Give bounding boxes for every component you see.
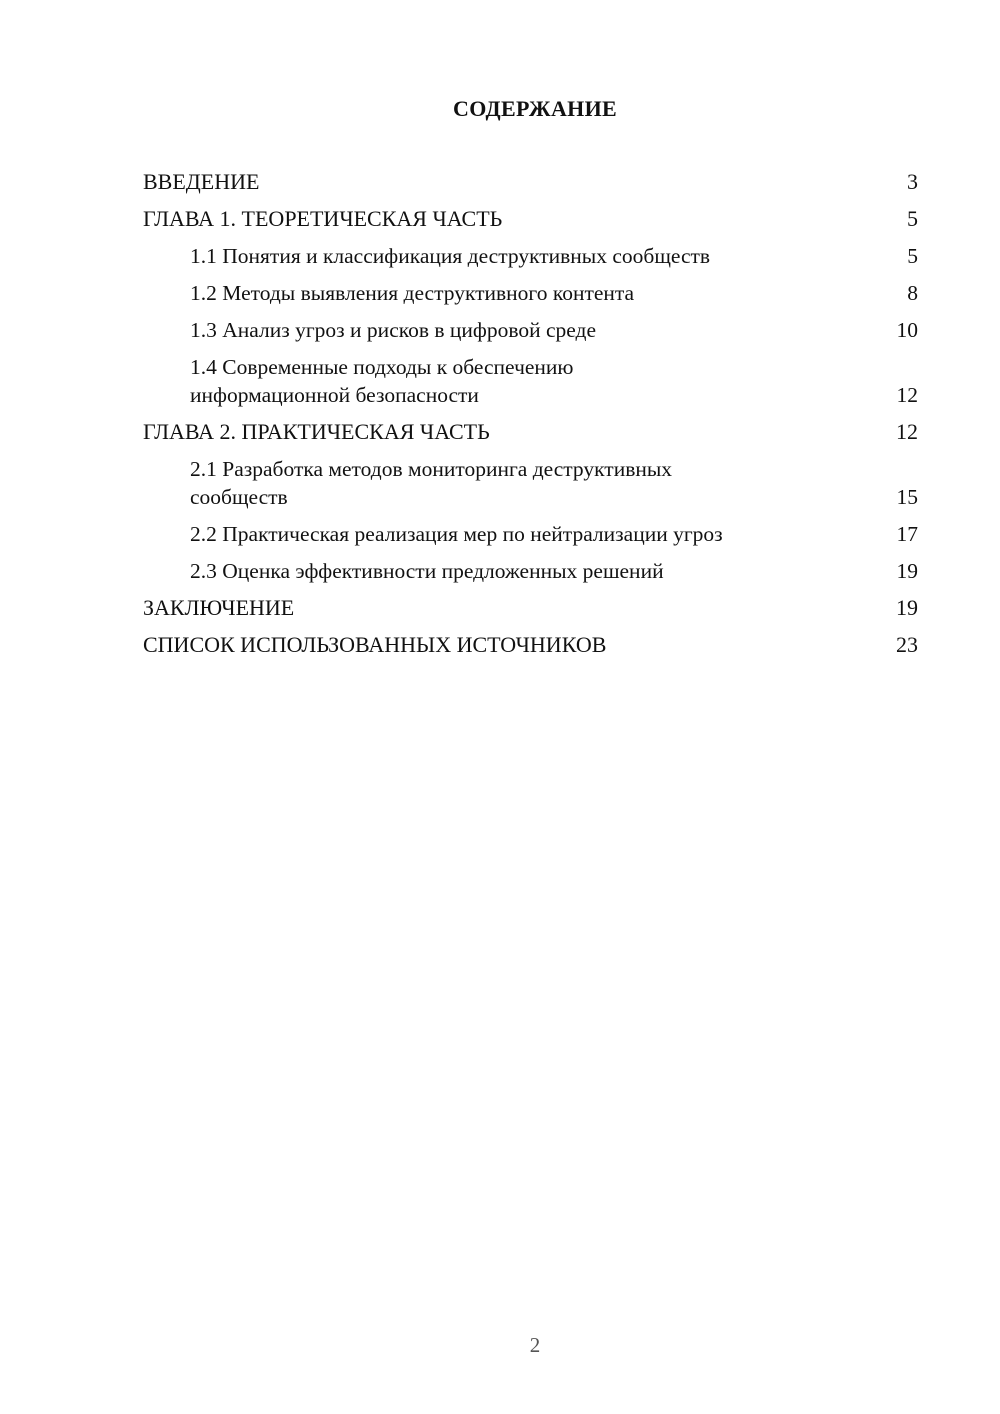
toc-entry-text: [143, 205, 918, 233]
toc-entry-section-2-2[interactable]: [143, 520, 918, 548]
toc-entry-text: [143, 631, 918, 659]
toc-entry-line: 2.1 Разработка методов мониторинга деструктивных: [190, 457, 673, 481]
toc-entry-line: 2.2 Практическая реализация мер по нейтрализации угроз: [190, 522, 723, 546]
toc-entry-line: ЗАКЛЮЧЕНИЕ: [143, 595, 295, 620]
toc-entry-section-1-3[interactable]: [143, 316, 918, 344]
toc-entry-page: 15: [896, 485, 918, 509]
toc-entry-line: ГЛАВА 2. ПРАКТИЧЕСКАЯ ЧАСТЬ: [143, 419, 490, 444]
toc-entry-text: [190, 279, 918, 307]
toc-entry-section-1-1[interactable]: [143, 242, 918, 270]
toc-entry-chapter-1[interactable]: [143, 205, 918, 233]
toc-entry-page: 8: [907, 281, 918, 305]
toc-entry-text: [190, 520, 918, 548]
toc-entry-text: [190, 242, 918, 270]
toc-entry-section-2-1[interactable]: [143, 455, 918, 511]
toc-entry-line: информационной безопасности: [190, 383, 479, 407]
toc-entry-page: 19: [896, 559, 918, 583]
toc-entry-page: 10: [896, 318, 918, 342]
toc-entry-conclusion[interactable]: [143, 594, 918, 622]
toc-entry-line: 2.3 Оценка эффективности предложенных решений: [190, 559, 664, 583]
toc-entry-line: 1.3 Анализ угроз и рисков в цифровой среде: [190, 318, 597, 342]
toc-entry-section-1-4[interactable]: [143, 353, 918, 409]
toc-entry-text: [190, 353, 918, 409]
toc-entry-section-2-3[interactable]: [143, 557, 918, 585]
toc-entry-text: [190, 455, 918, 511]
toc-entry-line: СПИСОК ИСПОЛЬЗОВАННЫХ ИСТОЧНИКОВ: [143, 632, 607, 657]
toc-entry-references[interactable]: [143, 631, 918, 659]
toc-entry-line: 1.4 Современные подходы к обеспечению: [190, 355, 574, 379]
toc-entry-line: ГЛАВА 1. ТЕОРЕТИЧЕСКАЯ ЧАСТЬ: [143, 206, 503, 231]
toc-entry-line: 1.2 Методы выявления деструктивного контента: [190, 281, 635, 305]
toc-entry-chapter-2[interactable]: [143, 418, 918, 446]
toc-entry-text: [143, 168, 918, 196]
toc-entry-page: 3: [907, 169, 918, 194]
toc-entry-text: [190, 557, 918, 585]
toc-entry-introduction[interactable]: [143, 168, 918, 196]
toc-entry-line: сообществ: [190, 485, 288, 509]
toc-entry-page: 12: [896, 383, 918, 407]
toc-entry-section-1-2[interactable]: [143, 279, 918, 307]
toc-title: СОДЕРЖАНИЕ: [453, 96, 617, 121]
toc-entry-page: 19: [896, 595, 918, 620]
toc-entry-page: 5: [907, 244, 918, 268]
table-of-contents: [143, 168, 918, 668]
toc-entry-text: [190, 316, 918, 344]
toc-entry-line: ВВЕДЕНИЕ: [143, 169, 260, 194]
toc-entry-text: [143, 594, 918, 622]
toc-entry-page: 17: [896, 522, 918, 546]
page-number: 2: [529, 1333, 541, 1357]
toc-entry-text: [143, 418, 918, 446]
toc-entry-page: 5: [907, 206, 918, 231]
toc-entry-line: 1.1 Понятия и классификация деструктивных сообществ: [190, 244, 711, 268]
toc-entry-page: 12: [896, 419, 918, 444]
toc-entry-page: 23: [896, 632, 918, 657]
